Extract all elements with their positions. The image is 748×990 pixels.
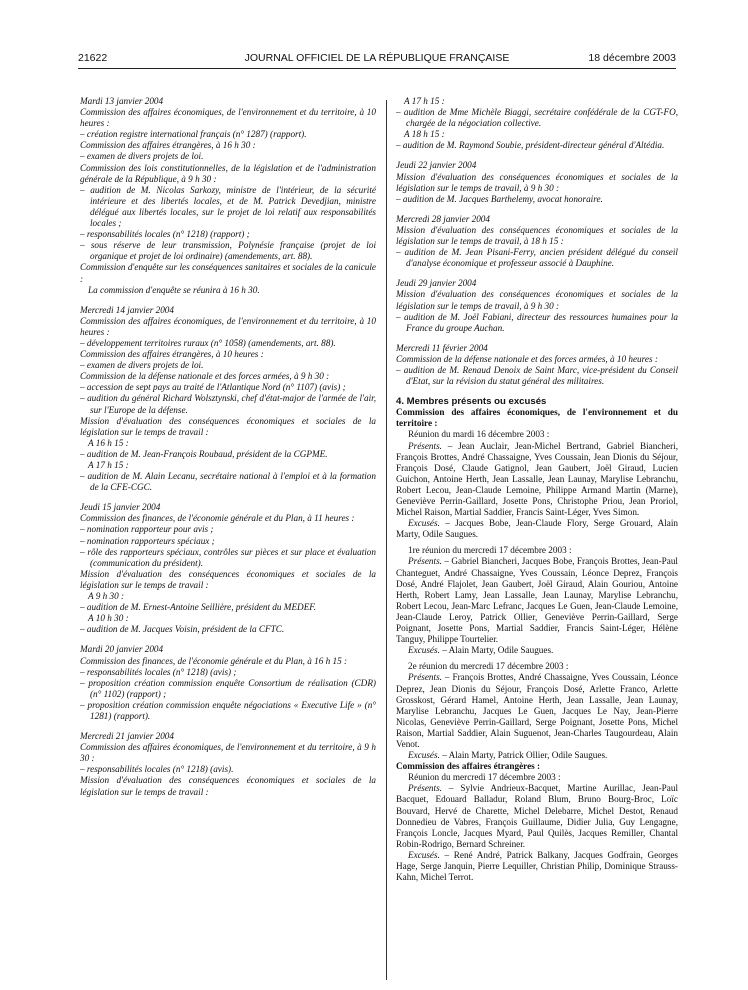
day-heading: Mardi 13 janvier 2004 — [80, 96, 164, 106]
agenda-item: – sous réserve de leur transmission, Polynésie française (projet de loi organique et projet de loi ordinaire) (amendements, art. 88). — [80, 240, 376, 262]
committee-line: Mission d'évaluation des conséquences économiques et sociales de la législation sur le temps de travail : — [80, 775, 376, 797]
excused-names: – René André, Patrick Balkany, Jacques Godfrain, Georges Hage, Serge Janquin, Pierre Lequiller, Christian Philip, Dominique Strauss-Kahn, Michel Terrot. — [396, 849, 678, 883]
journal-title: JOURNAL OFFICIEL DE LA RÉPUBLIQUE FRANÇAISE — [244, 52, 510, 64]
present-label: Présents. — [408, 440, 442, 451]
attendance-excused — [396, 518, 678, 540]
excused-label: Excusés. — [408, 645, 440, 656]
agenda-item: – audition de M. Raymond Soubie, président-directeur général d'Altédia. — [396, 140, 665, 151]
section-title: 4. Membres présents ou excusés — [396, 396, 547, 408]
present-label: Présents. — [408, 783, 442, 794]
committee-line: Mission d'évaluation des conséquences économiques et sociales de la législation sur le temps de travail, à 9 h 30 : — [396, 171, 678, 193]
agenda-item: – nomination rapporteur pour avis ; — [80, 524, 214, 535]
agenda-item: – accession de sept pays au traité de l'Atlantique Nord (n° 1107) (avis) ; — [80, 382, 346, 393]
day-heading: Mardi 20 janvier 2004 — [80, 644, 164, 655]
time-slot: A 10 h 30 : — [88, 613, 129, 624]
page-header — [78, 52, 676, 66]
meeting-line: Réunion du mercredi 17 décembre 2003 : — [408, 772, 561, 783]
day-heading: Mercredi 14 janvier 2004 — [80, 304, 174, 315]
agenda-item: La commission d'enquête se réunira à 16 h 30. — [88, 284, 260, 295]
present-label: Présents. — [408, 672, 442, 683]
attendance-excused — [396, 750, 678, 761]
attendance-excused — [396, 850, 678, 883]
attendance-present — [396, 783, 678, 850]
committee-line: Mission d'évaluation des conséquences économiques et sociales de la législation sur le temps de travail, à 18 h 15 : — [396, 224, 678, 247]
day-heading: Jeudi 22 janvier 2004 — [396, 160, 477, 171]
agenda-item: – examen de divers projets de loi. — [80, 151, 204, 162]
agenda-item: – rôle des rapporteurs spéciaux, contrôles sur pièces et sur place et évaluation (communication du président). — [80, 546, 376, 568]
agenda-item: – nomination rapporteurs spéciaux ; — [80, 535, 215, 546]
agenda-item: – audition de M. Ernest-Antoine Seillière, président du MEDEF. — [80, 602, 317, 613]
column-divider — [386, 100, 387, 980]
agenda-item: – audition de M. Alain Lecanu, secrétaire national à l'emploi et à la formation de la CFE-CGC. — [80, 471, 376, 493]
page-number: 21622 — [78, 52, 108, 64]
committee-line: Commission des affaires étrangères, à 10 heures : — [80, 349, 264, 360]
committee-line: Commission des lois constitutionnelles, de la législation et de l'administration générale de la République, à 9 h 30 : — [80, 162, 376, 184]
agenda-item: – audition de M. Renaud Denoix de Saint Marc, vice-président du Conseil d'Etat, sur la révision du statut général des militaires. — [396, 364, 678, 387]
agenda-item: – examen de divers projets de loi. — [80, 360, 204, 371]
present-names: – Gabriel Biancheri, Jacques Bobe, François Brottes, Jean-Paul Chanteguet, André Chassaigne, Yves Coussain, Léonce Deprez, François Dosé, André Flajolet, Jean Gaubert, Joël Giraud, Alain Gouriou, Antoine Herth, Robert Lamy, Jean Lassalle, Jean Launay, Marylise Lebranchu, Robert Lecou, Jean-Marc Lefranc, Jacques Le Guen, Jean-Claude Lemoine, Jean-Claude Leroy, Patrick Ollier, Geneviève Perrin-Gaillard, Serge Poignant, Josette Pons, Martial Saddier, Francis Saint-Léger, Hélène Tanguy, Philippe Tourtelier. — [396, 556, 678, 645]
attendance-present — [396, 556, 678, 645]
committee-line: Commission des affaires étrangères, à 16 h 30 : — [80, 140, 256, 151]
committee-line: Commission de la défense nationale et des forces armées, à 10 heures : — [396, 353, 658, 364]
present-label: Présents. — [408, 556, 442, 567]
time-slot: A 17 h 15 : — [88, 460, 129, 470]
meeting-line: 1re réunion du mercredi 17 décembre 2003 : — [408, 545, 572, 556]
time-slot: A 9 h 30 : — [88, 591, 125, 602]
day-heading: Mercredi 28 janvier 2004 — [396, 213, 490, 224]
present-names: – Jean Auclair, Jean-Michel Bertrand, Gabriel Biancheri, François Brottes, André Chassaigne, Yves Coussain, Jean Dionis du Séjour, François Dosé, Claude Gatignol, Jean Gaubert, Joël Giraud, Lucien Guichon, Antoine Herth, Jean Lassalle, Jean Launay, Marylise Lebranchu, Robert Lecou, Jean-Claude Lemoine, Philippe Armand Martin (Marne), Geneviève Perrin-Gaillard, Josette Pons, Christophe Priou, Jean Proriol, Michel Raison, Martial Saddier, Francis Saint-Léger, Yves Simon. — [396, 440, 678, 518]
agenda-item: – responsabilités locales (n° 1218) (avis). — [80, 764, 234, 775]
agenda-item: – audition de M. Nicolas Sarkozy, ministre de l'intérieur, de la sécurité intérieure et des libertés locales, et de M. Patrick Devedjian, ministre délégué aux libertés locales, sur le projet de loi relatif aux responsabilités locales ; — [80, 184, 376, 229]
agenda-item: – proposition création commission enquête négociations « Executive Life » (n° 1281) (rapport). — [80, 699, 376, 721]
agenda-item: – responsabilités locales (n° 1218) (avis) ; — [80, 666, 237, 677]
committee-line: Commission des affaires économiques, de l'environnement et du territoire, à 10 heures : — [80, 107, 376, 129]
committee-line: Commission des affaires économiques, de l'environnement et du territoire, à 10 heures : — [80, 315, 376, 337]
header-rule — [78, 68, 676, 69]
committee-line: Mission d'évaluation des conséquences économiques et sociales de la législation sur le temps de travail : — [80, 415, 376, 437]
committee-line: Commission des finances, de l'économie générale et du Plan, à 16 h 15 : — [80, 655, 348, 666]
agenda-item: – audition de Mme Michèle Biaggi, secrétaire confédérale de la CGT-FO, chargée de la négociation collective. — [396, 107, 678, 129]
agenda-item: – proposition création commission enquête Consortium de réalisation (CDR) (n° 1102) (rapport) ; — [80, 677, 376, 699]
agenda-item: – audition de M. Jean Pisani-Ferry, ancien président délégué du conseil d'analyse économique et professeur associé à Dauphine. — [396, 247, 678, 269]
committee-line: Commission d'enquête sur les conséquences sanitaires et sociales de la canicule : — [80, 262, 376, 284]
agenda-item: – audition de M. Jacques Voisin, président de la CFTC. — [80, 624, 285, 635]
agenda-item: – audition de M. Joël Fabiani, directeur des ressources humaines pour la France du groupe Auchan. — [396, 311, 678, 333]
excused-label: Excusés. — [408, 849, 440, 860]
committee-line: Mission d'évaluation des conséquences économiques et sociales de la législation sur le temps de travail : — [80, 568, 376, 590]
agenda-item: – audition de M. Jacques Barthelemy, avocat honoraire. — [396, 193, 603, 204]
day-heading: Mercredi 11 février 2004 — [396, 342, 488, 353]
right-column — [396, 96, 678, 883]
committee-line: Commission des affaires économiques, de l'environnement et du territoire, à 9 h 30 : — [80, 742, 376, 764]
agenda-item: – audition du général Richard Wolsztynski, chef d'état-major de l'armée de l'air, sur l'Europe de la défense. — [80, 393, 376, 415]
present-names: – François Brottes, André Chassaigne, Yves Coussain, Léonce Deprez, Jean Dionis du Séjour, François Dosé, Arlette Franco, Arlette Grosskost, Gérard Hamel, Antoine Herth, Jean Lassalle, Jean Launay, Marylise Lebranchu, Jacques Le Guen, Jacques Le Nay, Jean-Pierre Nicolas, Geneviève Perrin-Gaillard, Serge Poignant, Josette Pons, Michel Raison, Martial Saddier, Alain Suguenot, Jean-Charles Taugourdeau, Alain Venot. — [396, 672, 678, 749]
committee-line: Mission d'évaluation des conséquences économiques et sociales de la législation sur le temps de travail, à 9 h 30 : — [396, 289, 678, 311]
day-heading: Mercredi 21 janvier 2004 — [80, 731, 174, 742]
excused-label: Excusés. — [408, 518, 440, 529]
left-column — [80, 96, 376, 798]
present-names: – Sylvie Andrieux-Bacquet, Martine Aurillac, Jean-Paul Bacquet, Edouard Balladur, Roland Blum, Bruno Bourg-Broc, Loïc Bouvard, Hervé de Charette, Michel Delebarre, Michel Destot, Renaud Donnedieu de Vabres, François Guillaume, Didier Julia, Guy Lengagne, François Loncle, Jacques Myard, Paul Quilès, Jacques Remiller, Chantal Robin-Rodrigo, Bernard Schreiner. — [396, 783, 678, 849]
meeting-line: Réunion du mardi 16 décembre 2003 : — [408, 429, 550, 440]
meeting-line: 2e réunion du mercredi 17 décembre 2003 : — [408, 661, 569, 672]
excused-label: Excusés. — [408, 750, 440, 761]
issue-date: 18 décembre 2003 — [588, 52, 676, 64]
attendance-excused — [396, 645, 678, 656]
excused-names: – Alain Marty, Odile Saugues. — [439, 645, 554, 656]
committee-line: Commission de la défense nationale et des forces armées, à 9 h 30 : — [80, 371, 330, 382]
committee-title: Commission des affaires économiques, de l'environnement et du territoire : — [396, 407, 678, 429]
time-slot: A 16 h 15 : — [88, 437, 129, 448]
day-heading: Jeudi 29 janvier 2004 — [396, 278, 477, 289]
agenda-item: – audition de M. Jean-François Roubaud, président de la CGPME. — [80, 448, 328, 459]
committee-title: Commission des affaires étrangères : — [396, 761, 541, 772]
excused-names: – Jacques Bobe, Jean-Claude Flory, Serge Grouard, Alain Marty, Odile Saugues. — [396, 518, 678, 540]
excused-names: – Alain Marty, Patrick Ollier, Odile Saugues. — [439, 750, 608, 761]
time-slot: A 18 h 15 : — [404, 129, 445, 140]
time-slot: A 17 h 15 : — [404, 96, 445, 106]
day-heading: Jeudi 15 janvier 2004 — [80, 502, 161, 513]
committee-line: Commission des finances, de l'économie générale et du Plan, à 11 heures : — [80, 513, 355, 524]
agenda-item: – responsabilités locales (n° 1218) (rapport) ; — [80, 229, 250, 240]
agenda-item: – développement territoires ruraux (n° 1058) (amendements, art. 88). — [80, 337, 336, 348]
agenda-item: – création registre international français (n° 1287) (rapport). — [80, 129, 307, 140]
attendance-present — [396, 672, 678, 750]
attendance-present — [396, 441, 678, 519]
